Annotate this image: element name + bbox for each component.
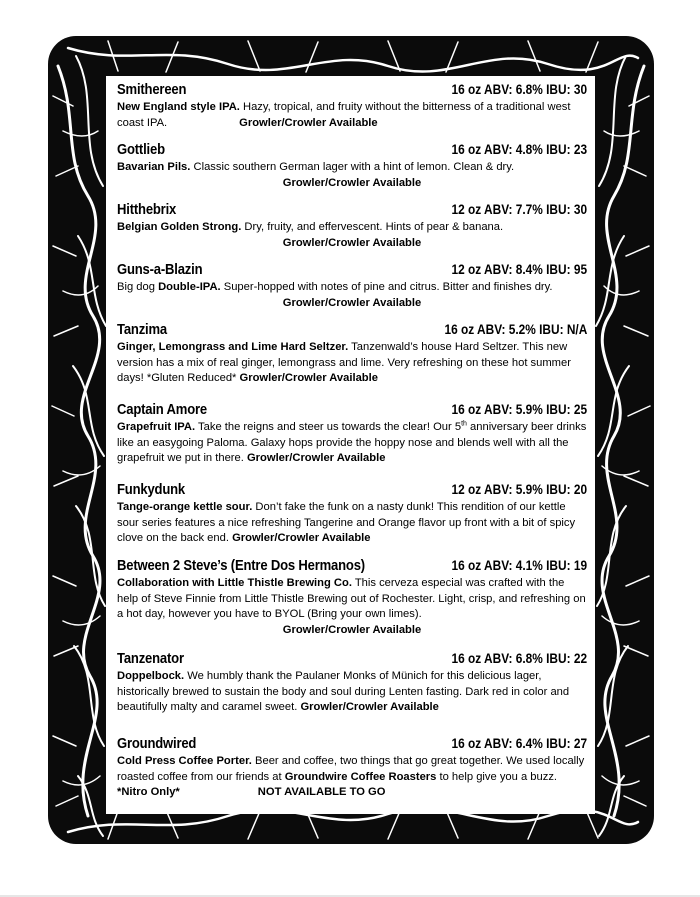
beer-description: Tange-orange kettle sour. Don’t fake the funk on a nasty dunk! This rendition of our kettle sour series features a nice refreshing Tangerine and Orange flavor up front with a bit of spicy clove on the back end. Growler/Crowler Available bbox=[117, 501, 576, 545]
beer-description: Bavarian Pils. Classic southern German lager with a hint of lemon. Clean & dry. Growler/Crowler Available bbox=[117, 160, 587, 191]
beer-item-guns-a-blazin bbox=[117, 262, 587, 311]
availability: Growler/Crowler Available bbox=[246, 452, 386, 465]
beer-description: Big dog Double-IPA. Super-hopped with notes of pine and citrus. Bitter and finishes dry. Growler/Crowler Available bbox=[117, 280, 587, 311]
beer-stats: 12 oz ABV: 5.9% IBU: 20 bbox=[451, 482, 587, 497]
availability: Growler/Crowler Available bbox=[282, 623, 422, 636]
availability: Growler/Crowler Available bbox=[239, 116, 378, 129]
beer-name: Tanzenator bbox=[117, 651, 184, 667]
beer-stats: 12 oz ABV: 8.4% IBU: 95 bbox=[451, 262, 587, 277]
beer-name: Smithereen bbox=[117, 82, 187, 98]
beer-stats: 16 oz ABV: 6.8% IBU: 22 bbox=[451, 651, 587, 666]
beer-description: Ginger, Lemongrass and Lime Hard Seltzer. Tanzenwald’s house Hard Seltzer. This new version has a mix of real ginger, lemongrass and lime. Very refreshing on these hot summer days! *Gluten Reduced* Growler/Crowler Available bbox=[117, 341, 571, 385]
availability: Growler/Crowler Available bbox=[232, 532, 371, 545]
beer-stats: 12 oz ABV: 7.7% IBU: 30 bbox=[451, 202, 587, 217]
beer-stats: 16 oz ABV: 4.1% IBU: 19 bbox=[451, 558, 587, 573]
menu-panel bbox=[106, 76, 595, 814]
availability: Growler/Crowler Available bbox=[300, 701, 439, 714]
beer-description: Doppelbock. We humbly thank the Paulaner Monks of Münich for this delicious lager, historically brewed to sustain the body and soul during Lenten fasting. Dark red in color and beautifully malty and caramel sweet. Growler/Crowler Available bbox=[117, 670, 570, 714]
beer-item-between-2-steves bbox=[117, 558, 587, 638]
beer-name: Hitthebrix bbox=[117, 202, 177, 218]
availability: Growler/Crowler Available bbox=[239, 372, 378, 385]
beer-stats: 16 oz ABV: 6.8% IBU: 30 bbox=[451, 82, 587, 97]
beer-description: Cold Press Coffee Porter. Beer and coffee, two things that go great together. We used locally roasted coffee from our friends at Groundwire Coffee Roasters to help give you a buzz. *Nitro Only* NOT AVAILABLE TO GO bbox=[117, 755, 585, 799]
beer-name: Funkydunk bbox=[117, 482, 185, 498]
beer-name: Groundwired bbox=[117, 736, 197, 752]
beer-description: Collaboration with Little Thistle Brewing Co. This cerveza especial was crafted with the help of Steve Finnie from Little Thistle Brewing out of Rochester. Light, crisp, and refreshing on a hot day, however you have to BYOL (Bring your own limes). Growler/Crowler Available bbox=[117, 576, 587, 638]
beer-item-gottlieb bbox=[117, 142, 587, 191]
beer-item-funkydunk bbox=[117, 482, 587, 547]
beer-description: Belgian Golden Strong. Dry, fruity, and effervescent. Hints of pear & banana. Growler/Crowler Available bbox=[117, 220, 587, 251]
beer-item-captain-amore bbox=[117, 402, 587, 467]
beer-item-hitthebrix bbox=[117, 202, 587, 251]
availability: Growler/Crowler Available bbox=[282, 236, 422, 249]
beer-item-groundwired bbox=[117, 736, 587, 801]
beer-name: Between 2 Steve’s (Entre Dos Hermanos) bbox=[117, 558, 365, 574]
beer-item-tanzima bbox=[117, 322, 587, 387]
availability: Growler/Crowler Available bbox=[282, 176, 422, 189]
availability: Growler/Crowler Available bbox=[282, 296, 422, 309]
beer-stats: 16 oz ABV: 6.4% IBU: 27 bbox=[451, 736, 587, 751]
beer-stats: 16 oz ABV: 4.8% IBU: 23 bbox=[451, 142, 587, 157]
beer-description: Grapefruit IPA. Take the reigns and steer us towards the clear! Our 5th anniversary beer drinks like an easygoing Paloma. Galaxy hops provide the hoppy nose and blends well with all the grapefruit we put in there. Growler/Crowler Available bbox=[117, 420, 587, 465]
beer-name: Captain Amore bbox=[117, 402, 207, 418]
beer-item-smithereen bbox=[117, 82, 587, 131]
beer-name: Guns-a-Blazin bbox=[117, 262, 203, 278]
beer-stats: 16 oz ABV: 5.9% IBU: 25 bbox=[451, 402, 587, 417]
beer-name: Tanzima bbox=[117, 322, 167, 338]
beer-stats: 16 oz ABV: 5.2% IBU: N/A bbox=[444, 322, 587, 337]
beer-description: New England style IPA. Hazy, tropical, and fruity without the bitterness of a traditional west coast IPA. Growler/Crowler Available bbox=[117, 101, 571, 129]
beer-name: Gottlieb bbox=[117, 142, 165, 158]
beer-item-tanzenator bbox=[117, 651, 587, 716]
nitro-note: *Nitro Only* bbox=[117, 786, 180, 799]
availability: NOT AVAILABLE TO GO bbox=[257, 786, 386, 799]
